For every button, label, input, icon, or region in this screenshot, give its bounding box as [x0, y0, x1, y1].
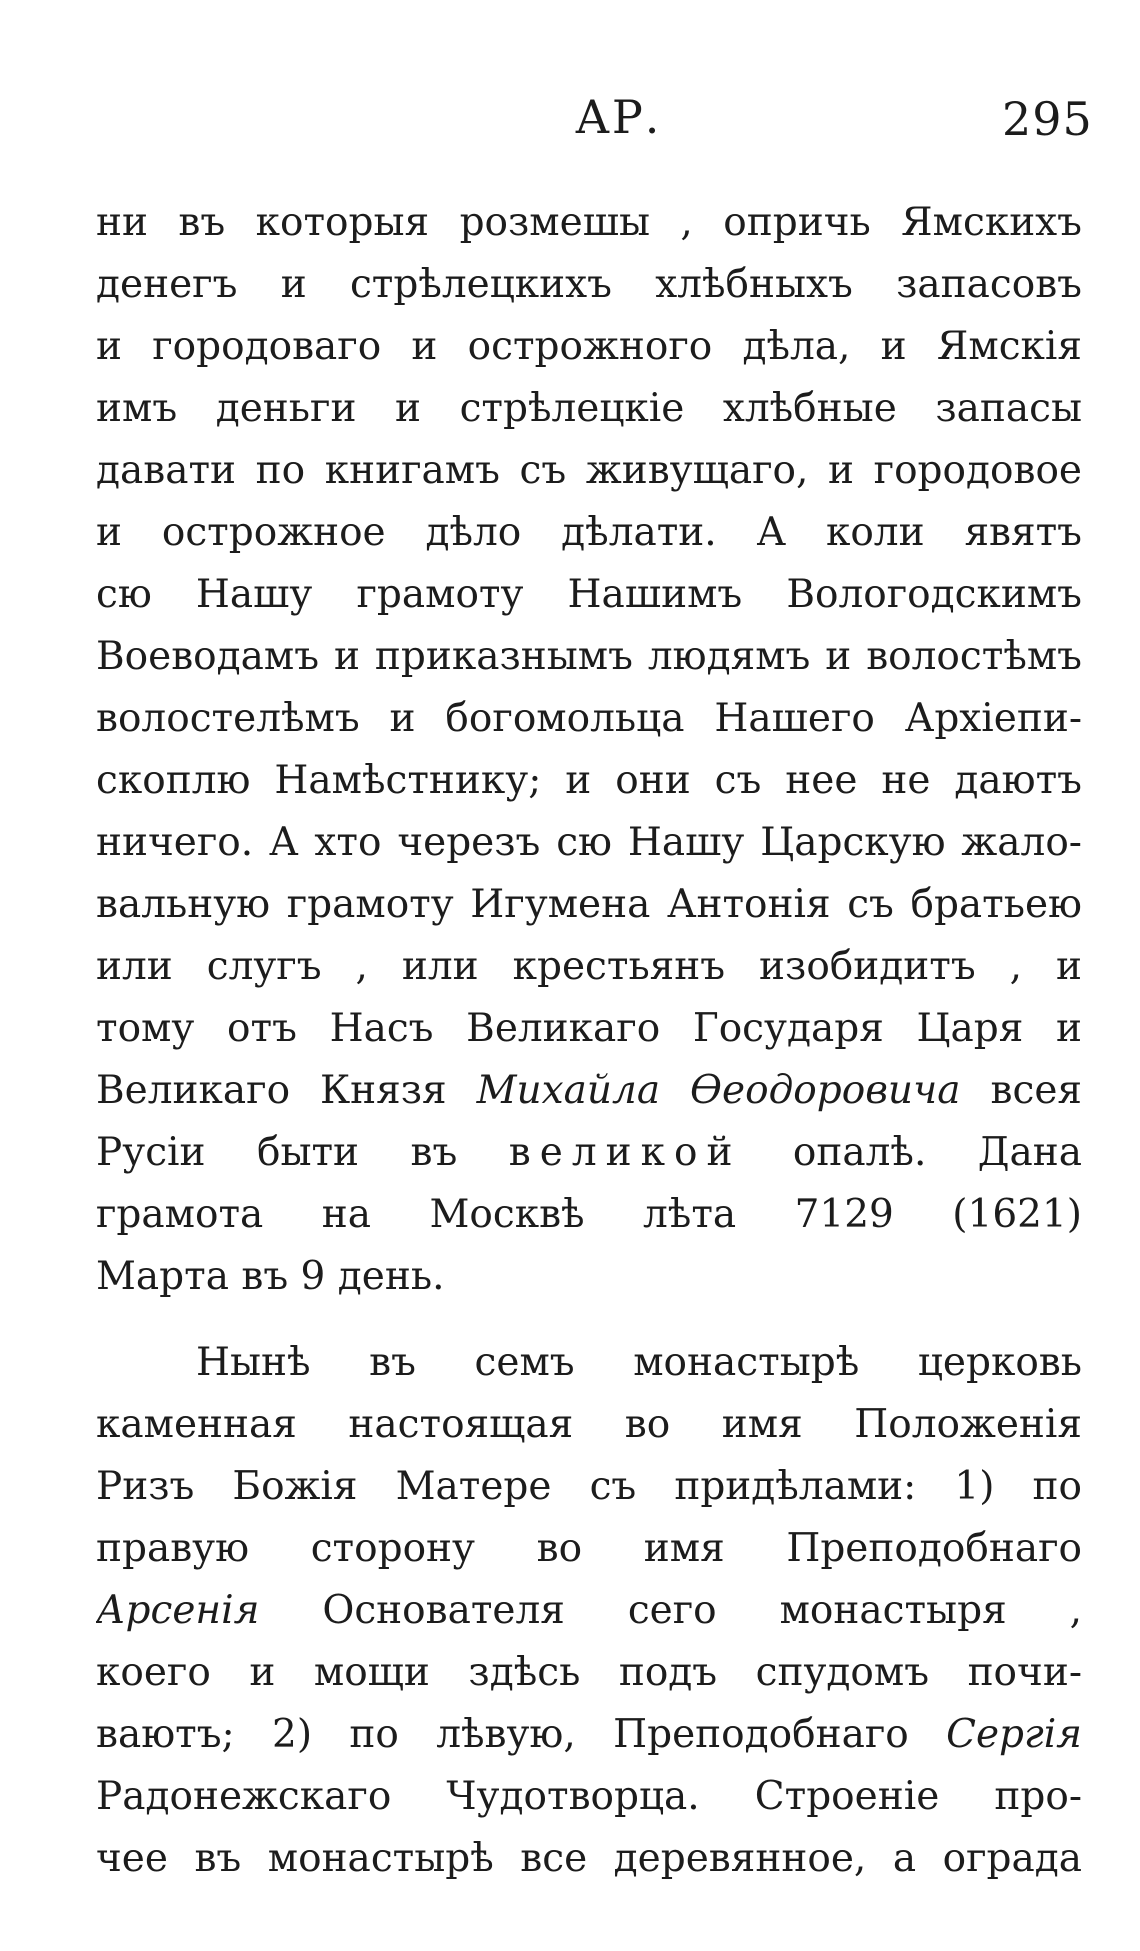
text-fragment: Русіи быти въ — [96, 1130, 458, 1175]
text-line: Нынѣ въ семъ монастырѣ церковь — [196, 1340, 1082, 1385]
text-line-with-spaced-word — [96, 1122, 1082, 1184]
text-fragment: всея — [990, 1068, 1082, 1113]
text-line: денегъ и стрѣлецкихъ хлѣбныхъ запасовъ — [96, 262, 1082, 307]
running-head: АР. — [575, 90, 662, 144]
text-line-with-saint-name — [96, 1580, 1082, 1642]
italic-name: Михайла Ѳеодоровича — [476, 1068, 961, 1113]
text-line: волостелѣмъ и богомольца Нашего Архіепи- — [96, 696, 1082, 741]
text-fragment: ваютъ; 2) по лѣвую, Преподобнаго — [96, 1712, 909, 1757]
text-line-with-saint-name — [96, 1704, 1082, 1766]
text-fragment: Великаго Князя — [96, 1068, 447, 1113]
text-fragment: Основателя сего монастыря , — [322, 1588, 1082, 1633]
text-line: и городоваго и острожного дѣла, и Ямскія — [96, 324, 1082, 369]
text-line: чее въ монастырѣ все деревянное, а ограда — [96, 1836, 1082, 1881]
text-line: коего и мощи здѣсь подъ спудомъ почи- — [96, 1650, 1082, 1695]
paragraph-charter-text — [96, 192, 1082, 1308]
text-line: вальную грамоту Игумена Антонія съ братьею — [96, 882, 1082, 927]
italic-name: Арсенія — [96, 1588, 260, 1633]
text-line: Воеводамъ и приказнымъ людямъ и волостѣмъ — [96, 634, 1082, 679]
text-line-with-tsar-name — [96, 1060, 1082, 1122]
paragraph-monastery-description — [96, 1332, 1082, 1890]
text-line: или слугъ , или крестьянъ изобидитъ , и — [96, 944, 1082, 989]
text-line: каменная настоящая во имя Положенія — [96, 1402, 1082, 1447]
letterspaced-word: великой — [508, 1130, 742, 1175]
text-line: ничего. А хто черезъ сю Нашу Царскую жало- — [96, 820, 1082, 865]
text-line: и острожное дѣло дѣлати. А коли явятъ — [96, 510, 1082, 555]
text-line: Ризъ Божія Матере съ придѣлами: 1) по — [96, 1464, 1082, 1509]
text-line: ни въ которыя розмешы , опричь Ямскихъ — [96, 200, 1082, 245]
text-line: грамота на Москвѣ лѣта 7129 (1621) — [96, 1192, 1082, 1237]
page-number: 295 — [1002, 92, 1093, 146]
text-line: правую сторону во имя Преподобнаго — [96, 1526, 1082, 1571]
text-line: Радонежскаго Чудотворца. Строеніе про- — [96, 1774, 1082, 1819]
text-line: сю Нашу грамоту Нашимъ Вологодскимъ — [96, 572, 1082, 617]
text-line: Марта въ 9 день. — [96, 1254, 445, 1299]
italic-name: Сергія — [946, 1712, 1082, 1757]
text-line: тому отъ Насъ Великаго Государя Царя и — [96, 1006, 1082, 1051]
text-line: имъ деньги и стрѣлецкіе хлѣбные запасы — [96, 386, 1082, 431]
text-fragment: опалѣ. Дана — [792, 1130, 1082, 1175]
text-line: скоплю Намѣстнику; и они съ нее не даютъ — [96, 758, 1082, 803]
text-line: давати по книгамъ съ живущаго, и городовое — [96, 448, 1082, 493]
